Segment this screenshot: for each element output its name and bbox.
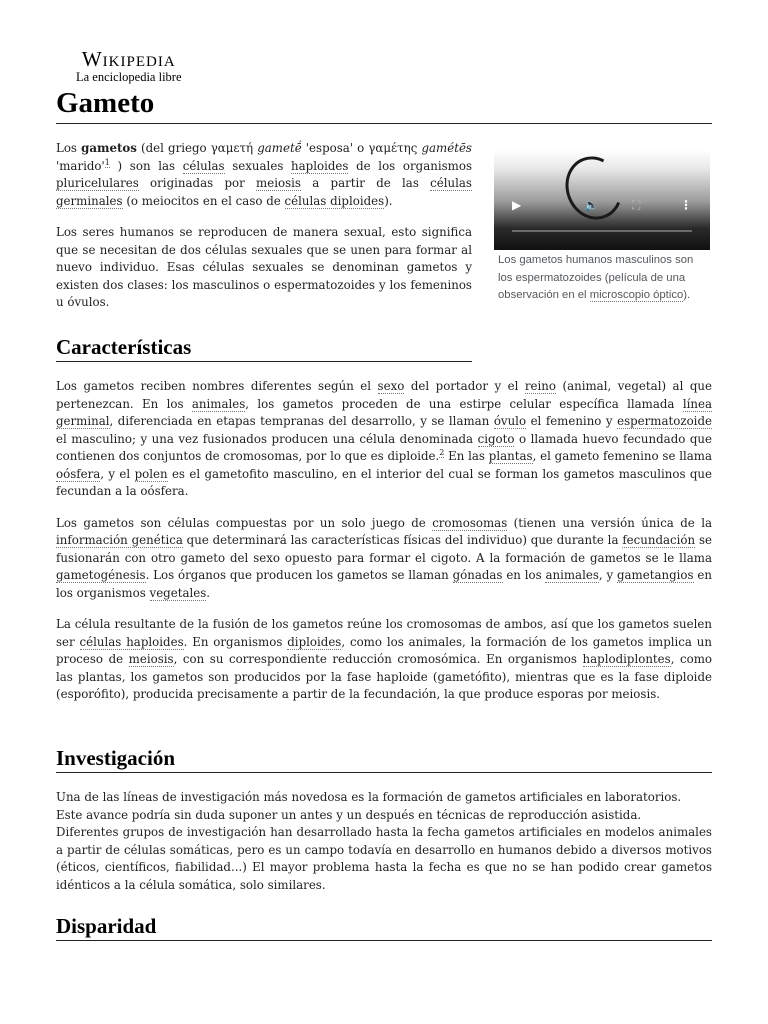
caracteristicas-paragraph-1 (56, 378, 712, 501)
fullscreen-icon[interactable]: ⛶ (632, 198, 641, 212)
text: Los (56, 141, 82, 155)
link-gonadas[interactable]: gónadas (452, 568, 503, 582)
text: Los gametos reciben nombres diferentes según el (56, 379, 378, 393)
text: 'marido' (56, 158, 105, 173)
text: , como las plantas, los gametos son producidos por la fase haploide (gametófito), mientras que es la fase diploide (esporófito), producida precisamente a partir de la fecundación, la que produce esporas por meiosis. (56, 652, 712, 701)
text: en los (502, 568, 546, 582)
text: (o meiocitos en el caso de (122, 193, 285, 208)
text: . (206, 585, 211, 600)
play-icon[interactable]: ▶ (512, 198, 522, 212)
link-polen[interactable]: polen (134, 466, 168, 481)
text: (animal, vegetal) al que pertenezcan. En los (56, 379, 712, 411)
text: sexuales (224, 158, 292, 173)
text: , el gameto femenino se llama (532, 449, 712, 463)
link-ovulo[interactable]: óvulo (493, 414, 527, 428)
text: 'esposa' o γαμέτης (301, 141, 422, 155)
caption-text: Los gametos humanos masculinos son los espermatozoides (película de una observación en el (498, 254, 694, 301)
link-animales[interactable]: animales (545, 568, 599, 582)
link-microscopio-optico[interactable]: microscopio óptico (589, 289, 684, 301)
logo-wordmark: Wikipedia (81, 47, 176, 71)
term-italic: gamétēs (421, 141, 472, 155)
link-haploides[interactable]: haploides (291, 158, 349, 173)
volume-icon[interactable]: 🔈 (584, 198, 599, 212)
link-sexo[interactable]: sexo (377, 379, 405, 393)
page-title: Gameto (56, 84, 712, 124)
term-bold: gametos (81, 141, 137, 155)
video-caption (494, 250, 710, 305)
more-icon[interactable]: ⋮ (680, 198, 692, 212)
link-celulas-germinales[interactable]: células germinales (56, 176, 472, 208)
text: o llamada huevo fecundado que contienen dos conjuntos de cromosomas, por lo que es diploide. (56, 431, 712, 463)
investigacion-line-3: Diferentes grupos de investigación han desarrollado hasta la fecha gametos artificiales en modelos animales a partir de células somáticas, pero es un campo todavía en desarrollo en humanos debido a diversos motivos (éticos, científicos, fiabilidad...) El mayor problema hasta la fecha es que no se han podido crear gametos idénticos a la célula somática, solo similares. (56, 825, 712, 892)
wikipedia-logo[interactable] (76, 48, 182, 84)
link-reino[interactable]: reino (524, 379, 556, 393)
text: , como los animales, la formación de los gametos implica un proceso de (56, 634, 712, 666)
text: ) son las (109, 158, 183, 173)
link-diploides[interactable]: diploides (287, 634, 342, 649)
loading-spinner-icon (557, 148, 632, 227)
investigacion-line-2: Este avance podría sin duda suponer un antes y un después en técnicas de reproducción asistida. (56, 807, 642, 822)
link-oosfera[interactable]: oósfera (56, 466, 101, 481)
investigacion-line-1: Una de las líneas de investigación más novedosa es la formación de gametos artificiales en laboratorios. (56, 790, 682, 804)
text: . En organismos (183, 634, 288, 649)
link-celulas-diploides[interactable]: células diploides (284, 193, 385, 208)
text: originadas por (138, 176, 257, 190)
link-meiosis[interactable]: meiosis (128, 652, 174, 666)
reference-link[interactable]: 1 (104, 157, 110, 167)
text: En las (444, 449, 489, 463)
link-animales[interactable]: animales (191, 396, 246, 411)
link-vegetales[interactable]: vegetales (149, 585, 207, 600)
heading-caracteristicas: Características (56, 333, 472, 362)
reference-link[interactable]: 2 (439, 448, 445, 458)
link-espermatozoide[interactable]: espermatozoide (617, 414, 712, 428)
text: , los gametos proceden de una estirpe celular específica llamada (245, 396, 683, 411)
intro-section (56, 140, 472, 326)
section-caracteristicas (56, 378, 712, 718)
link-informacion-genetica[interactable]: información genética (56, 533, 183, 547)
link-gametogenesis[interactable]: gametogénesis (56, 568, 146, 582)
text: (del griego γαμετή (136, 141, 258, 155)
caracteristicas-paragraph-3 (56, 616, 712, 704)
link-cromosomas[interactable]: cromosomas (432, 515, 508, 530)
text: . Los órganos que producen los gametos se llaman (145, 568, 453, 582)
text: (tienen una versión única de la (507, 515, 712, 530)
text: , y (598, 568, 617, 582)
text: , diferenciada en etapas tempranas del desarrollo, y se llaman (109, 414, 494, 428)
link-meiosis[interactable]: meiosis (256, 176, 301, 190)
intro-paragraph-2: Los seres humanos se reproducen de manera sexual, esto significa que se necesitan de dos células sexuales que se unen para formar al nuevo individuo. Esas células sexuales se denominan gametos y existen dos clases: los masculinos o espermatozoides y los femeninos u óvulos. (56, 225, 472, 309)
text: el femenino y (526, 414, 618, 428)
text: se fusionarán con otro gameto del sexo opuesto para formar el cigoto. A la formación de gametos se le llama (56, 533, 712, 565)
text: del portador y el (404, 379, 525, 393)
heading-disparidad: Disparidad (56, 912, 712, 941)
caption-text: ). (683, 289, 691, 301)
logo-tagline: La enciclopedia libre (76, 70, 182, 84)
text: que determinará las características físicas del individuo) que durante la (182, 533, 623, 547)
link-celulas-haploides[interactable]: células haploides (79, 634, 184, 649)
text: , con su correspondiente reducción cromosómica. En organismos (173, 652, 583, 666)
text: es el gametofito masculino, en el interior del cual se forman los gametos masculinos que fecundan a la oósfera. (56, 466, 712, 498)
text: La célula resultante de la fusión de los gametos reúne los cromosomas de ambos, así que los gametos suelen ser (56, 617, 712, 649)
text: Los gametos son células compuestas por un solo juego de (56, 515, 433, 530)
link-pluricelulares[interactable]: pluricelulares (56, 176, 139, 190)
link-fecundacion[interactable]: fecundación (622, 533, 696, 547)
video-player[interactable] (494, 150, 710, 250)
link-cigoto[interactable]: cigoto (477, 431, 515, 446)
term-italic: gametḗ (257, 141, 302, 155)
video-figure (494, 150, 710, 305)
heading-investigacion: Investigación (56, 744, 712, 773)
link-haplodiplontes[interactable]: haplodiplontes (582, 652, 671, 666)
link-celulas[interactable]: células (182, 158, 225, 173)
progress-bar[interactable] (512, 230, 692, 232)
intro-paragraph-1 (56, 140, 472, 210)
caracteristicas-paragraph-2 (56, 515, 712, 603)
text: a partir de las (300, 176, 431, 190)
text: el masculino; y una vez fusionados producen una célula denominada (56, 431, 478, 446)
text: de los organismos (348, 158, 472, 173)
text: en los organismos (56, 568, 712, 600)
section-investigacion (56, 789, 712, 894)
text: ). (384, 193, 393, 208)
link-plantas[interactable]: plantas (488, 449, 533, 463)
text: , y el (100, 466, 135, 481)
link-linea-germinal[interactable]: línea germinal (56, 396, 712, 428)
link-gametangios[interactable]: gametangios (616, 568, 694, 582)
